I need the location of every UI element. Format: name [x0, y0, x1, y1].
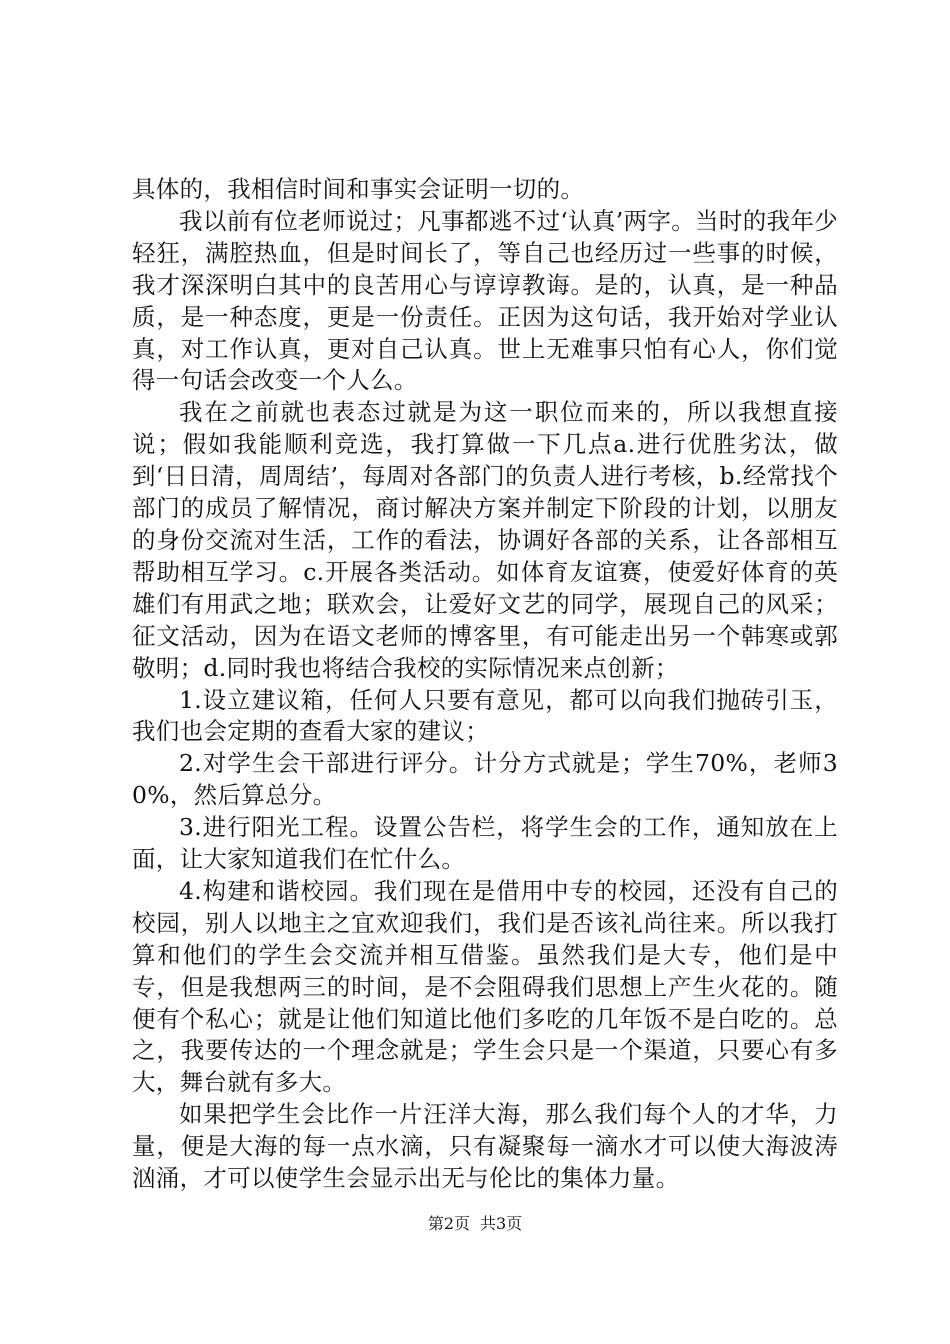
paragraph-continuation: 具体的，我相信时间和事实会证明一切的。	[132, 175, 585, 203]
paragraph-item-2: 2.对学生会干部进行评分。计分方式就是；学生70%，老师30%，然后算总分。	[132, 749, 838, 810]
paragraph-item-4: 4.构建和谐校园。我们现在是借用中专的校园，还没有自己的校园，别人以地主之宜欢迎我们，我们是否该礼尚往来。所以我打算和他们的学生会交流并相互借鉴。虽然我们是大专，他们是中专，但是我想两三的时间，是不会阻碍我们思想上产生火花的。随便有个私心；就是让他们知道比他们多吃的几年饭不是白吃的。总之，我要传达的一个理念就是；学生会只是一个渠道，只要心有多大，舞台就有多大。	[132, 876, 838, 1097]
paragraph-seriousness: 我以前有位老师说过；凡事都逃不过‘认真’两字。当时的我年少轻狂，满腔热血，但是时间长了，等自己也经历过一些事的时候，我才深深明白其中的良苦用心与谆谆教诲。是的，认真，是一种品质，是一种态度，更是一份责任。正因为这句话，我开始对学业认真，对工作认真，更对自己认真。世上无难事只怕有心人，你们觉得一句话会改变一个人么。	[132, 206, 838, 395]
page-total: 共3页	[480, 1214, 523, 1233]
paragraph-item-1: 1.设立建议箱，任何人只要有意见，都可以向我们抛砖引玉，我们也会定期的查看大家的建议；	[132, 685, 838, 746]
paragraph-plan: 我在之前就也表态过就是为这一职位而来的，所以我想直接说；假如我能顺利竞选，我打算做一下几点a.进行优胜劣汰，做到‘日日清，周周结’，每周对各部门的负责人进行考核，b.经常找个部门的成员了解情况，商讨解决方案并制定下阶段的计划，以朋友的身份交流对生活，工作的看法，协调好各部的关系，让各部相互帮助相互学习。c.开展各类活动。如体育友谊赛，使爱好体育的英雄们有用武之地；联欢会，让爱好文艺的同学，展现自己的风采；征文活动，因为在语文老师的博客里，有可能走出另一个韩寒或郭敬明；d.同时我也将结合我校的实际情况来点创新；	[132, 398, 838, 682]
page-footer	[0, 1214, 950, 1234]
document-body	[132, 174, 838, 1195]
page-number: 第2页	[427, 1214, 470, 1233]
paragraph-item-3: 3.进行阳光工程。设置公告栏，将学生会的工作，通知放在上面，让大家知道我们在忙什么。	[132, 813, 838, 874]
paragraph-closing: 如果把学生会比作一片汪洋大海，那么我们每个人的才华，力量，便是大海的每一点水滴，只有凝聚每一滴水才可以使大海波涛汹涌，才可以使学生会显示出无与伦比的集体力量。	[132, 1100, 838, 1193]
